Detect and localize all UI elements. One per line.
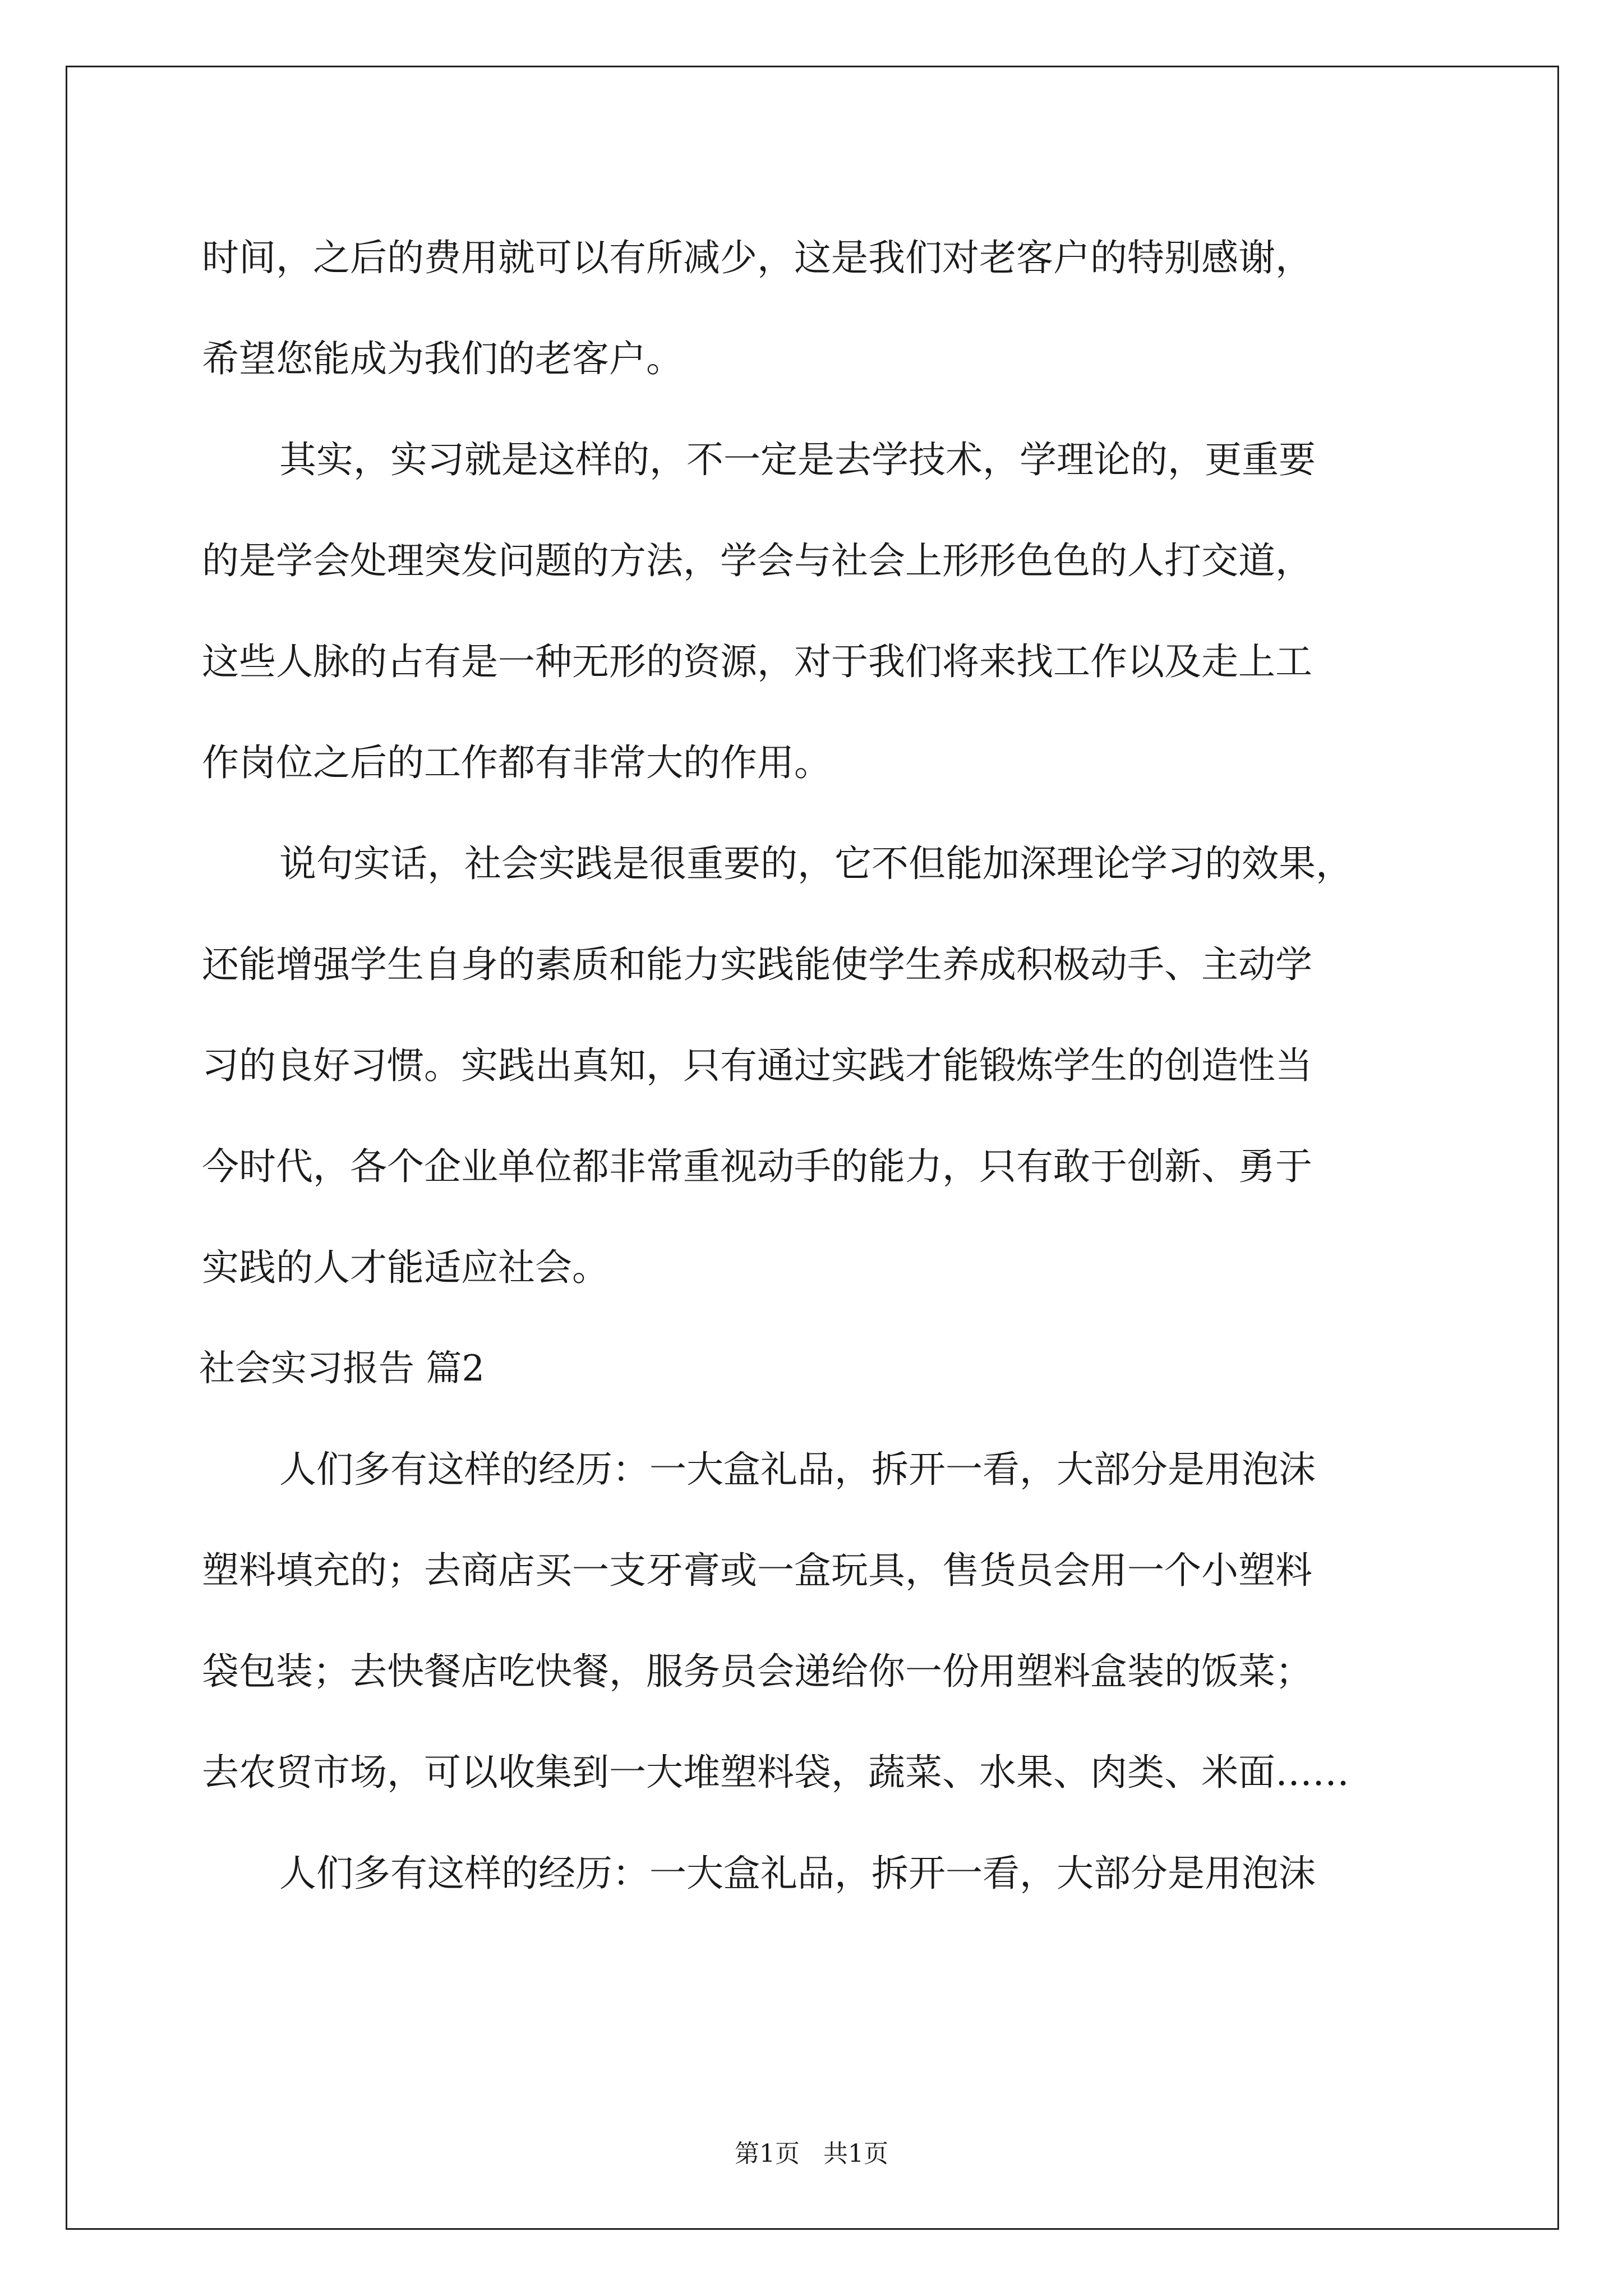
paragraph-line: 习的良好习惯。实践出真知，只有通过实践才能锻炼学生的创造性当 <box>202 1044 1312 1087</box>
paragraph-line: 其实，实习就是这样的，不一定是去学技术，学理论的，更重要 <box>279 438 1316 481</box>
paragraph-line: 时间，之后的费用就可以有所减少，这是我们对老客户的特别感谢， <box>202 236 1312 279</box>
paragraph-line: 袋包装；去快餐店吃快餐，服务员会递给你一份用塑料盒装的饭菜； <box>202 1650 1312 1693</box>
paragraph-line: 还能增强学生自身的素质和能力实践能使学生养成积极动手、主动学 <box>202 943 1312 986</box>
paragraph-line: 作岗位之后的工作都有非常大的作用。 <box>202 741 831 784</box>
paragraph-line: 今时代，各个企业单位都非常重视动手的能力，只有敢于创新、勇于 <box>202 1145 1312 1188</box>
document-body <box>199 208 1469 1924</box>
paragraph-line: 希望您能成为我们的老客户。 <box>202 337 683 380</box>
page-footer: 第1页 共1页 <box>735 2139 888 2168</box>
paragraph-line: 的是学会处理突发问题的方法，学会与社会上形形色色的人打交道， <box>202 539 1312 582</box>
paragraph-line: 去农贸市场，可以收集到一大堆塑料袋，蔬菜、水果、肉类、米面…… <box>202 1751 1349 1794</box>
paragraph-line: 人们多有这样的经历：一大盒礼品，拆开一看，大部分是用泡沫 <box>279 1852 1316 1895</box>
paragraph-line: 实践的人才能适应社会。 <box>202 1246 609 1289</box>
section-heading: 社会实习报告 篇2 <box>199 1348 485 1389</box>
paragraph-line: 人们多有这样的经历：一大盒礼品，拆开一看，大部分是用泡沫 <box>279 1448 1316 1491</box>
paragraph-line: 这些人脉的占有是一种无形的资源，对于我们将来找工作以及走上工 <box>202 640 1312 683</box>
paragraph-line: 塑料填充的；去商店买一支牙膏或一盒玩具，售货员会用一个小塑料 <box>202 1549 1312 1592</box>
paragraph-line: 说句实话，社会实践是很重要的，它不但能加深理论学习的效果， <box>279 842 1353 885</box>
